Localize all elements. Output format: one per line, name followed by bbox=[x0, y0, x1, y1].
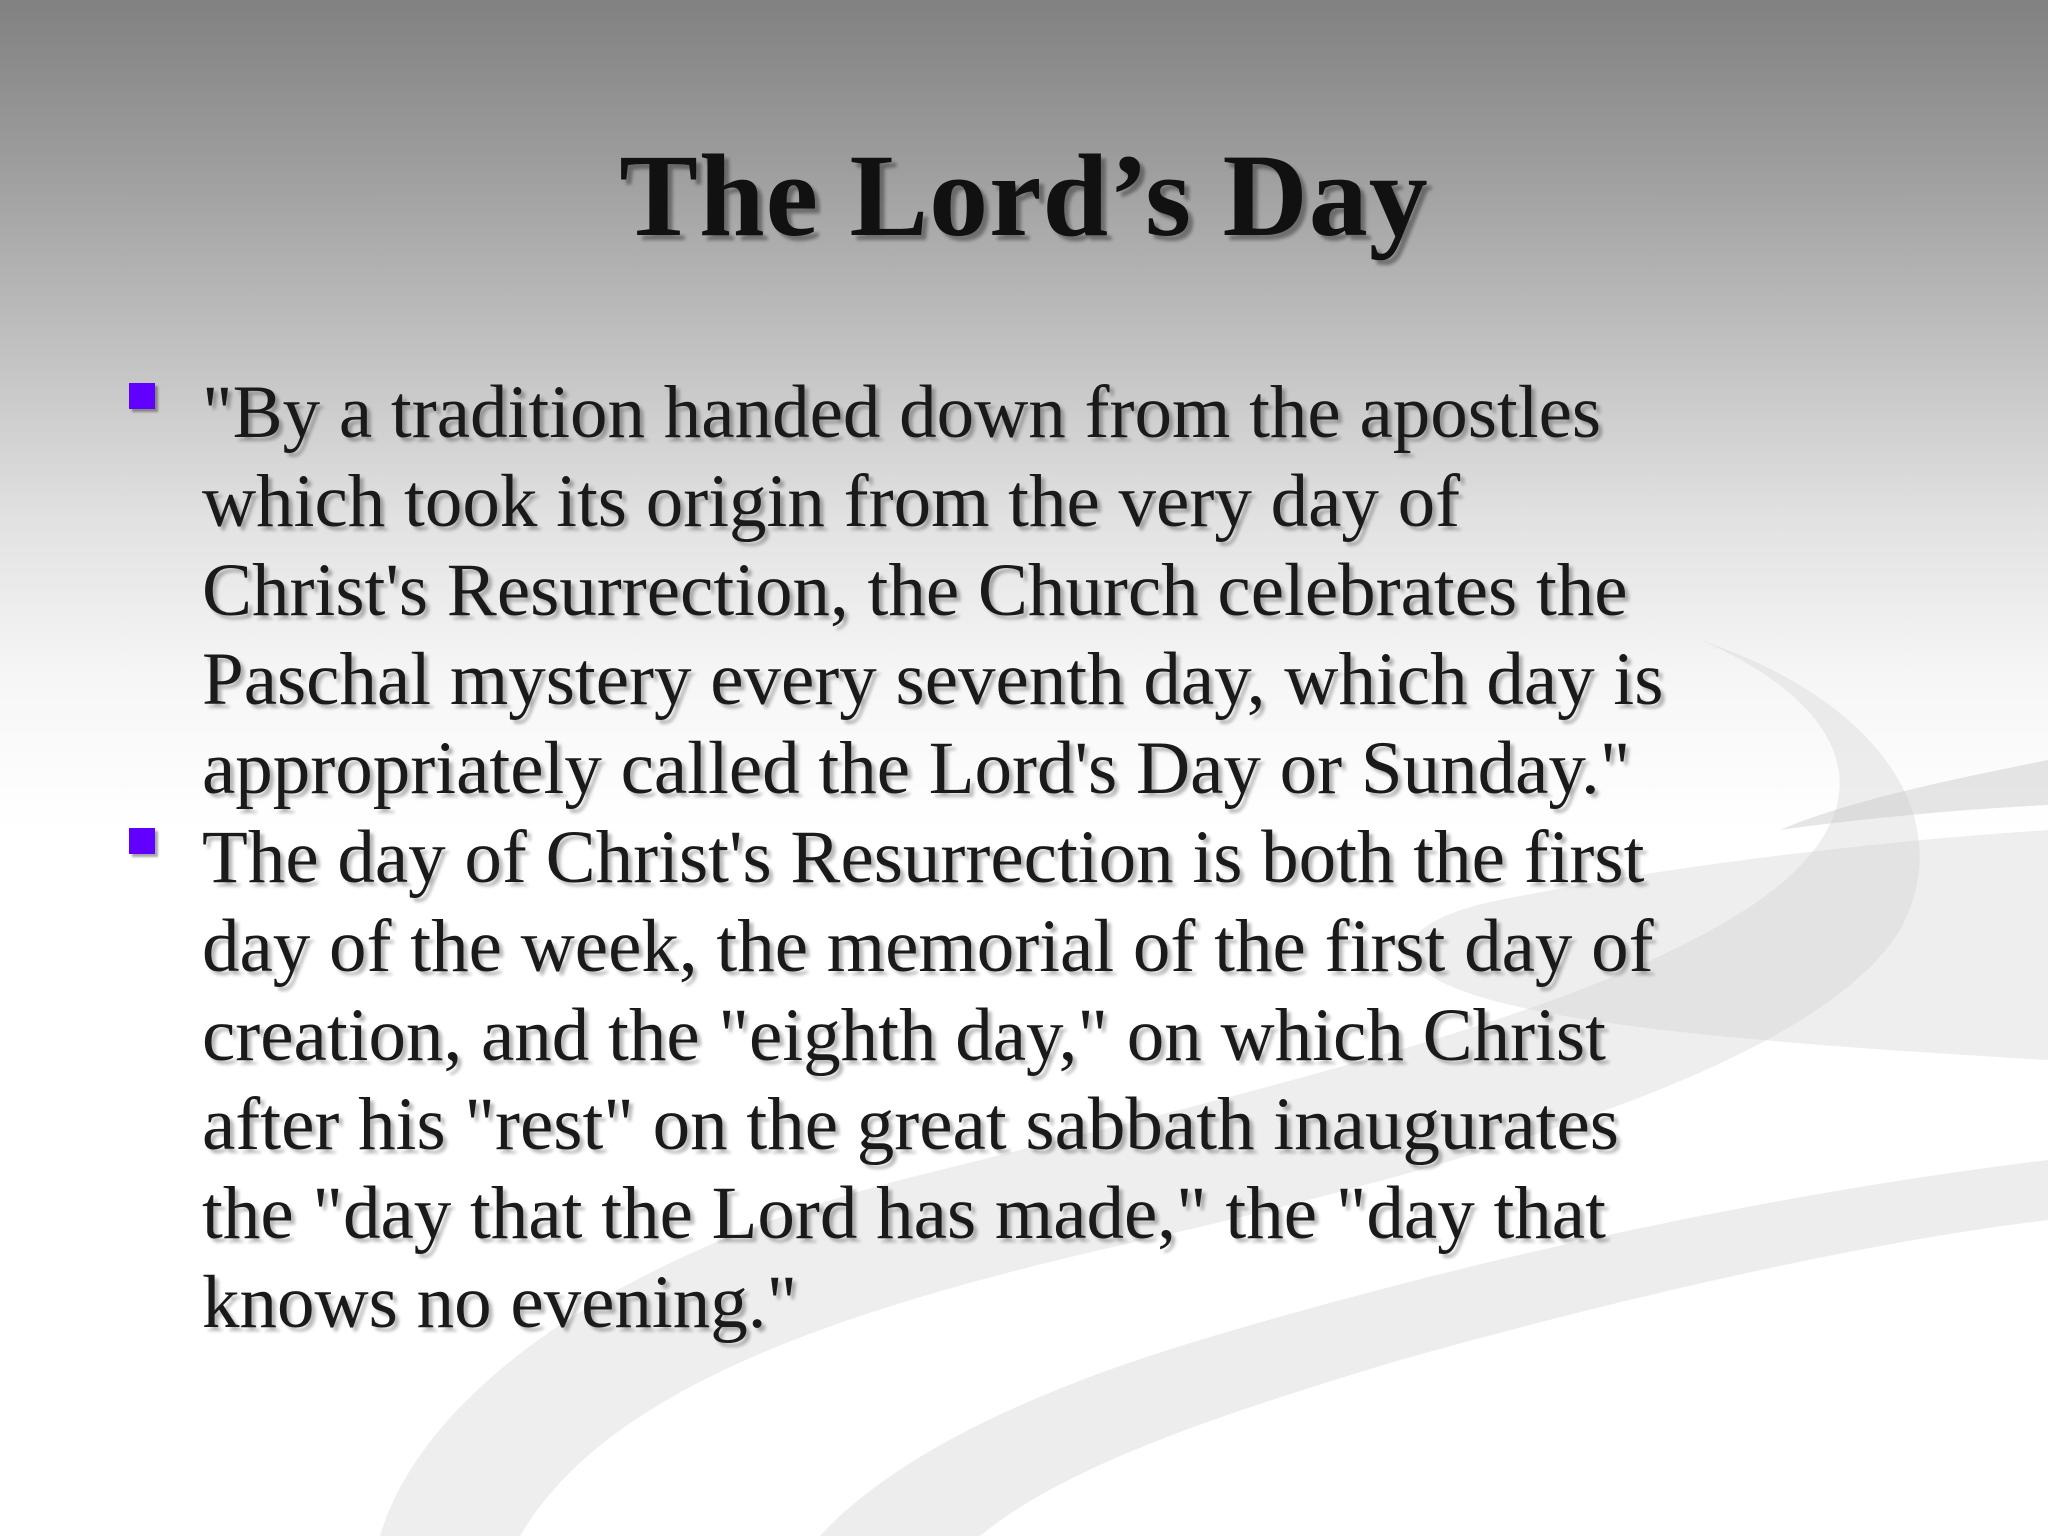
bullet-line: knows no evening." bbox=[202, 1261, 798, 1344]
bullet-line: Paschal mystery every seventh day, which day is bbox=[202, 638, 1664, 721]
bullet-line: day of the week, the memorial of the first day of bbox=[202, 905, 1654, 988]
bullet-line: after his "rest" on the great sabbath inaugurates bbox=[202, 1083, 1619, 1166]
bullet-line: the "day that the Lord has made," the "day that bbox=[202, 1172, 1606, 1255]
square-bullet-icon bbox=[129, 383, 155, 409]
bullet-line: Christ's Resurrection, the Church celebrates the bbox=[202, 549, 1628, 632]
bullet-line: The day of Christ's Resurrection is both the first bbox=[202, 816, 1645, 899]
bullet-line: appropriately called the Lord's Day or Sunday." bbox=[202, 727, 1631, 810]
slide-title: The Lord’s Day bbox=[619, 130, 1429, 261]
square-bullet-icon bbox=[129, 828, 155, 854]
bullet-line: creation, and the "eighth day," on which Christ bbox=[202, 994, 1606, 1077]
bullet-item bbox=[120, 813, 1920, 1347]
bullet-line: "By a tradition handed down from the apostles bbox=[202, 371, 1602, 454]
bullet-line: which took its origin from the very day of bbox=[202, 460, 1461, 543]
bullet-list bbox=[120, 368, 1920, 1347]
bullet-item bbox=[120, 368, 1920, 813]
